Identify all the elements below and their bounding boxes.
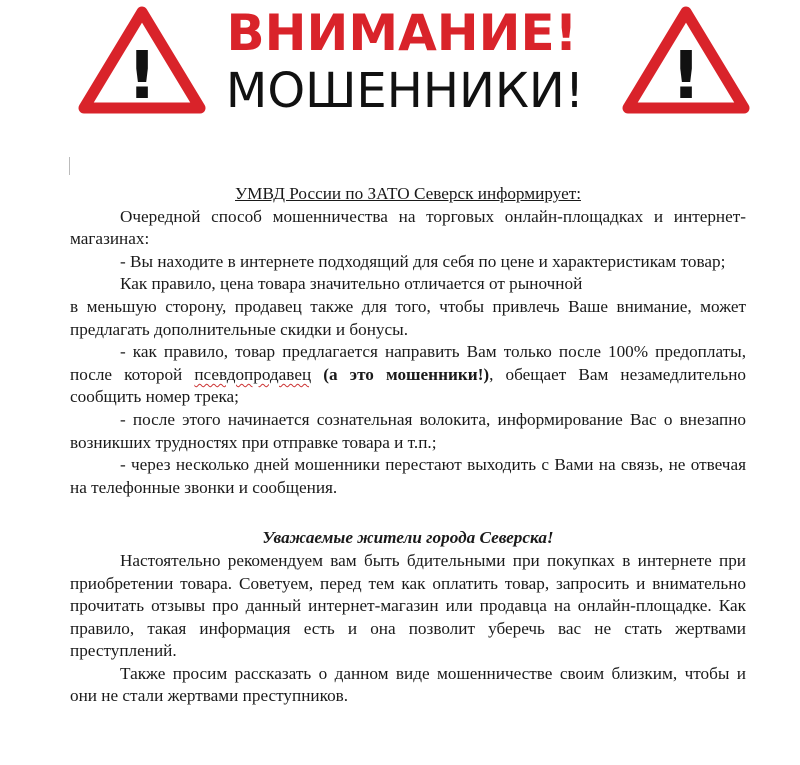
notice-text: , обещает Вам незамедлительно сообщить номер трека; — [70, 364, 747, 407]
notice-document — [70, 183, 746, 708]
warning-triangle-icon — [78, 4, 206, 114]
notice-paragraph: - через несколько дней мошенники перестают выходить с Вами на связь, не отвечая на телефонные звонки и сообщения. — [70, 455, 746, 497]
warning-header — [0, 0, 800, 140]
appeal-paragraph: Также просим рассказать о данном виде мошенничестве своим близким, чтобы и они не стали жертвами преступников. — [70, 663, 746, 706]
fraud-emphasis: (а это мошенники!) — [323, 364, 490, 384]
exclamation-mark: ! — [126, 37, 158, 114]
text-cursor-mark — [69, 157, 70, 175]
notice-paragraph: Очередной способ мошенничества на торговых онлайн-площадках и интернет-магазинах: — [70, 206, 746, 249]
warning-triangle-icon — [622, 4, 750, 114]
notice-text: - как правило, товар предлагается направить Вам только после 100% предоплаты, после которой — [70, 342, 746, 384]
notice-paragraph — [70, 341, 746, 409]
notice-paragraph: - после этого начинается сознательная волокита, информирование Вас о внезапно возникших трудностях при отправке товара и т.п.; — [70, 409, 746, 452]
appeal-paragraph: Настоятельно рекомендуем вам быть бдительными при покупках в интернете при приобретении товара. Советуем, перед тем как оплатить товар, запросить и внимательно прочитать отзывы про данный интернет-магазин или продавца на онлайн-площадке. Как правило, такая информация есть и она позволит уберечь вас не стать жертвами преступлений. — [70, 550, 746, 661]
pseudo-seller-term: псевдопродавец — [194, 364, 312, 384]
warning-title: ВНИМАНИЕ! — [226, 4, 578, 62]
notice-paragraph: в меньшую сторону, продавец также для того, чтобы привлечь Ваше внимание, может предлагать дополнительные скидки и бонусы. — [70, 296, 746, 339]
warning-subtitle: МОШЕННИКИ! — [225, 63, 585, 119]
notice-paragraph: - Вы находите в интернете подходящий для себя по цене и характеристикам товар; — [120, 251, 726, 271]
notice-paragraph: Как правило, цена товара значительно отличается от рыночной — [120, 274, 583, 294]
appeal-heading: Уважаемые жители города Северска! — [262, 528, 554, 548]
source-line: УМВД России по ЗАТО Северск информирует: — [235, 184, 581, 203]
exclamation-mark: ! — [670, 37, 702, 114]
